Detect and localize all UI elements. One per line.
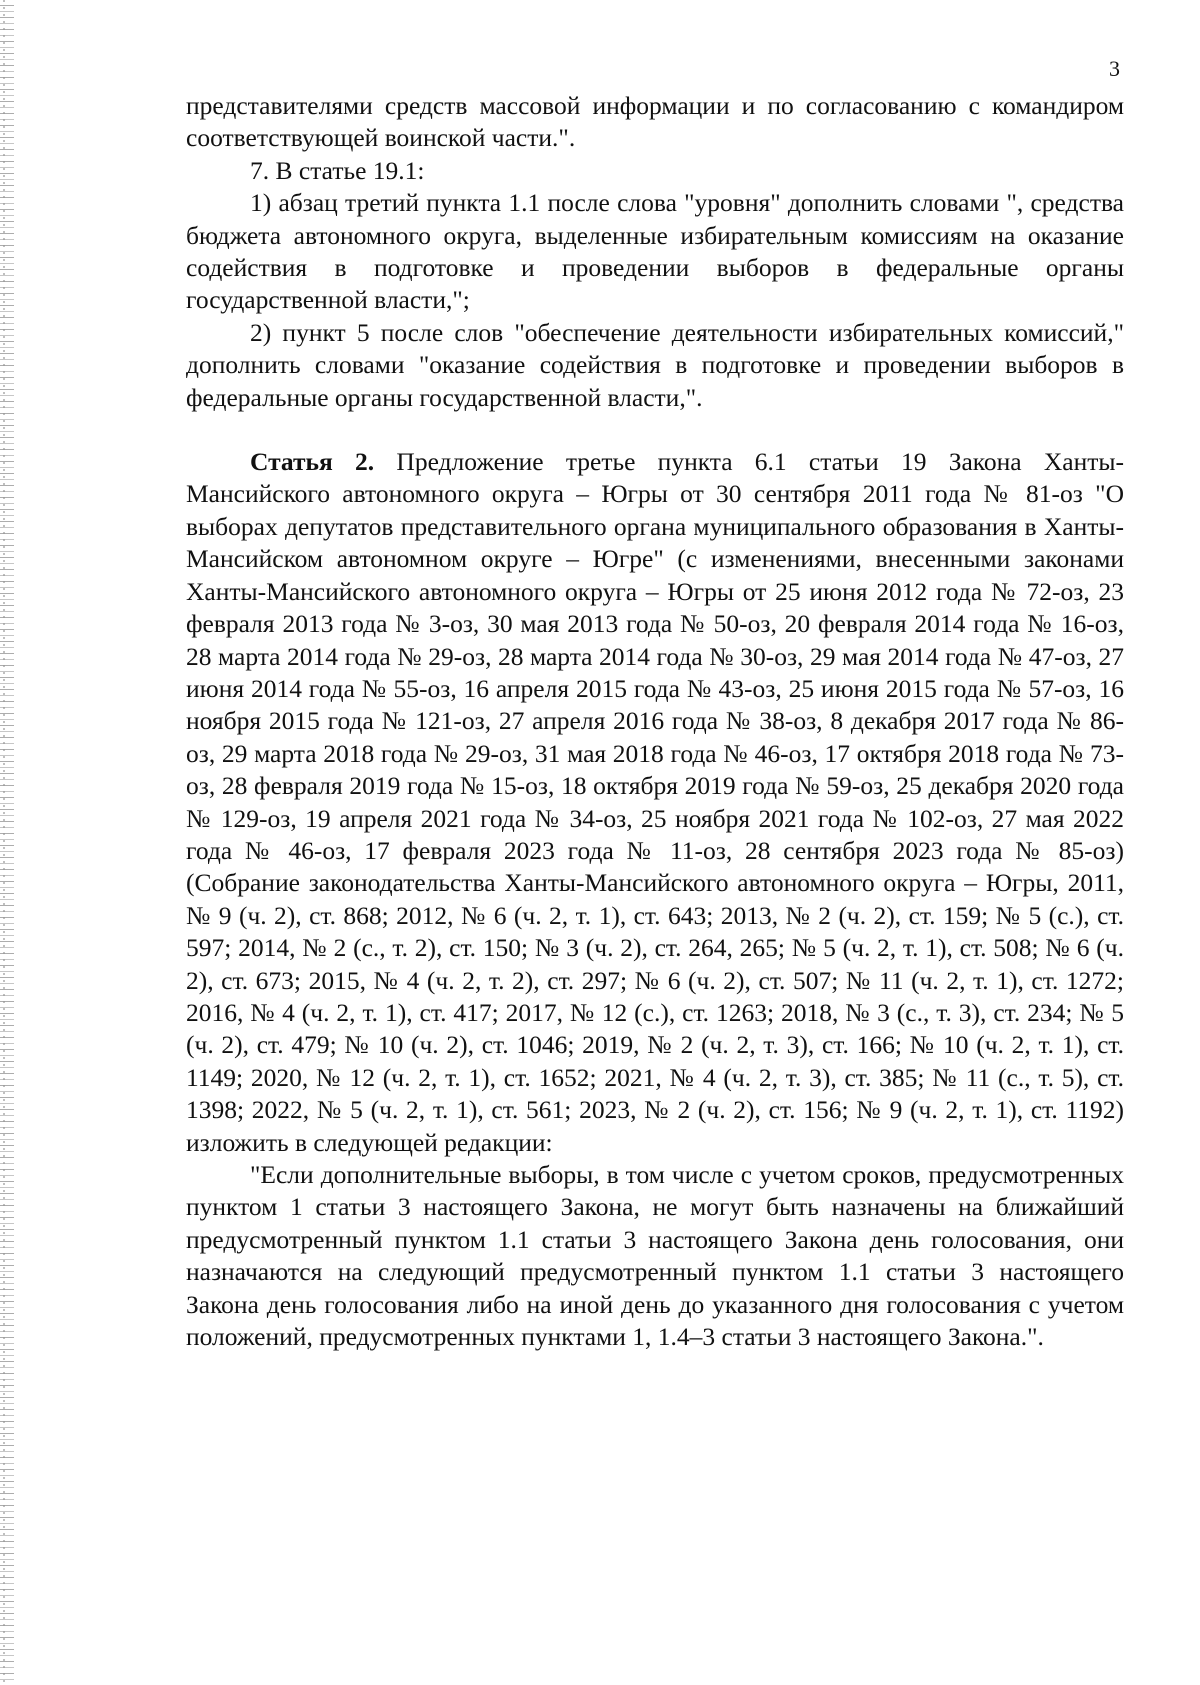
page-number: 3 xyxy=(1109,56,1120,81)
paragraph-subitem-1: 1) абзац третий пункта 1.1 после слова "уровня" дополнить словами ", средства бюджета автономного округа, выделенные избирательным комиссиям на оказание содействия в подготовке и проведении выборов в федеральные органы государственной власти,"; xyxy=(186,188,1124,315)
paragraph-subitem-2: 2) пункт 5 после слов "обеспечение деятельности избирательных комиссий," дополнить словами "оказание содействия в подготовке и проведении выборов в федеральные органы государственной власти,". xyxy=(186,317,1124,412)
paragraph-item-7: 7. В статье 19.1: xyxy=(250,155,425,185)
article-2-label: Статья 2. xyxy=(250,447,375,477)
paragraph-new-wording: "Если дополнительные выборы, в том числе с учетом сроков, предусмотренных пунктом 1 статьи 3 настоящего Закона, не могут быть назначены на ближайший предусмотренный пунктом 1.1 статьи 3 настоящего Закона день голосования, они назначаются на следующий предусмотренный пунктом 1.1 статьи 3 настоящего Закона день голосования либо на иной день до указанного дня голосования с учетом положений, предусмотренных пунктами 1, 1.4–3 статьи 3 настоящего Закона.". xyxy=(186,1160,1124,1352)
scan-edge xyxy=(0,0,14,1685)
paragraph-gap xyxy=(186,414,1124,446)
article-2-text: Предложение третье пункта 6.1 статьи 19 Закона Ханты-Мансийского автономного округа – Югры от 30 сентября 2011 года № 81-оз "О выборах депутатов представительного органа муниципального образования в Ханты-Мансийском автономном округе – Югре" (с изменениями, внесенными законами Ханты-Мансийского автономного округа – Югры от 25 июня 2012 года № 72-оз, 23 февраля 2013 года № 3-оз, 30 мая 2013 года № 50-оз, 20 февраля 2014 года № 16-оз, 28 марта 2014 года № 29-оз, 28 марта 2014 года № 30-оз, 29 мая 2014 года № 47-оз, 27 июня 2014 года № 55-оз, 16 апреля 2015 года № 43-оз, 25 июня 2015 года № 57-оз, 16 ноября 2015 года № 121-оз, 27 апреля 2016 года № 38-оз, 8 декабря 2017 года № 86-оз, 29 марта 2018 года № 29-оз, 31 мая 2018 года № 46-оз, 17 октября 2018 года № 73-оз, 28 февраля 2019 года № 15-оз, 18 октября 2019 года № 59-оз, 25 декабря 2020 года № 129-оз, 19 апреля 2021 года № 34-оз, 25 ноября 2021 года № 102-оз, 27 мая 2022 года № 46-оз, 17 февраля 2023 года № 11-оз, 28 сентября 2023 года № 85-оз) (Собрание законодательства Ханты-Мансийского автономного округа – Югры, 2011, № 9 (ч. 2), ст. 868; 2012, № 6 (ч. 2, т. 1), ст. 643; 2013, № 2 (ч. 2), ст. 159; № 5 (с.), ст. 597; 2014, № 2 (с., т. 2), ст. 150; № 3 (ч. 2), ст. 264, 265; № 5 (ч. 2, т. 1), ст. 508; № 6 (ч. 2), ст. 673; 2015, № 4 (ч. 2, т. 2), ст. 297; № 6 (ч. 2), ст. 507; № 11 (ч. 2, т. 1), ст. 1272; 2016, № 4 (ч. 2, т. 1), ст. 417; 2017, № 12 (с.), ст. 1263; 2018, № 3 (с., т. 3), ст. 234; № 5 (ч. 2), ст. 479; № 10 (ч. 2), ст. 1046; 2019, № 2 (ч. 2, т. 3), ст. 166; № 10 (ч. 2, т. 1), ст. 1149; 2020, № 12 (ч. 2, т. 1), ст. 1652; 2021, № 4 (ч. 2, т. 3), ст. 385; № 11 (с., т. 5), ст. 1398; 2022, № 5 (ч. 2, т. 1), ст. 561; 2023, № 2 (ч. 2), ст. 156; № 9 (ч. 2, т. 1), ст. 1192) изложить в следующей редакции: xyxy=(186,447,1124,1157)
paragraph-continuation: представителями средств массовой информации и по согласованию с командиром соответствующей воинской части.". xyxy=(186,91,1124,153)
document-body xyxy=(186,90,1124,1353)
article-2-paragraph xyxy=(186,446,1124,1159)
